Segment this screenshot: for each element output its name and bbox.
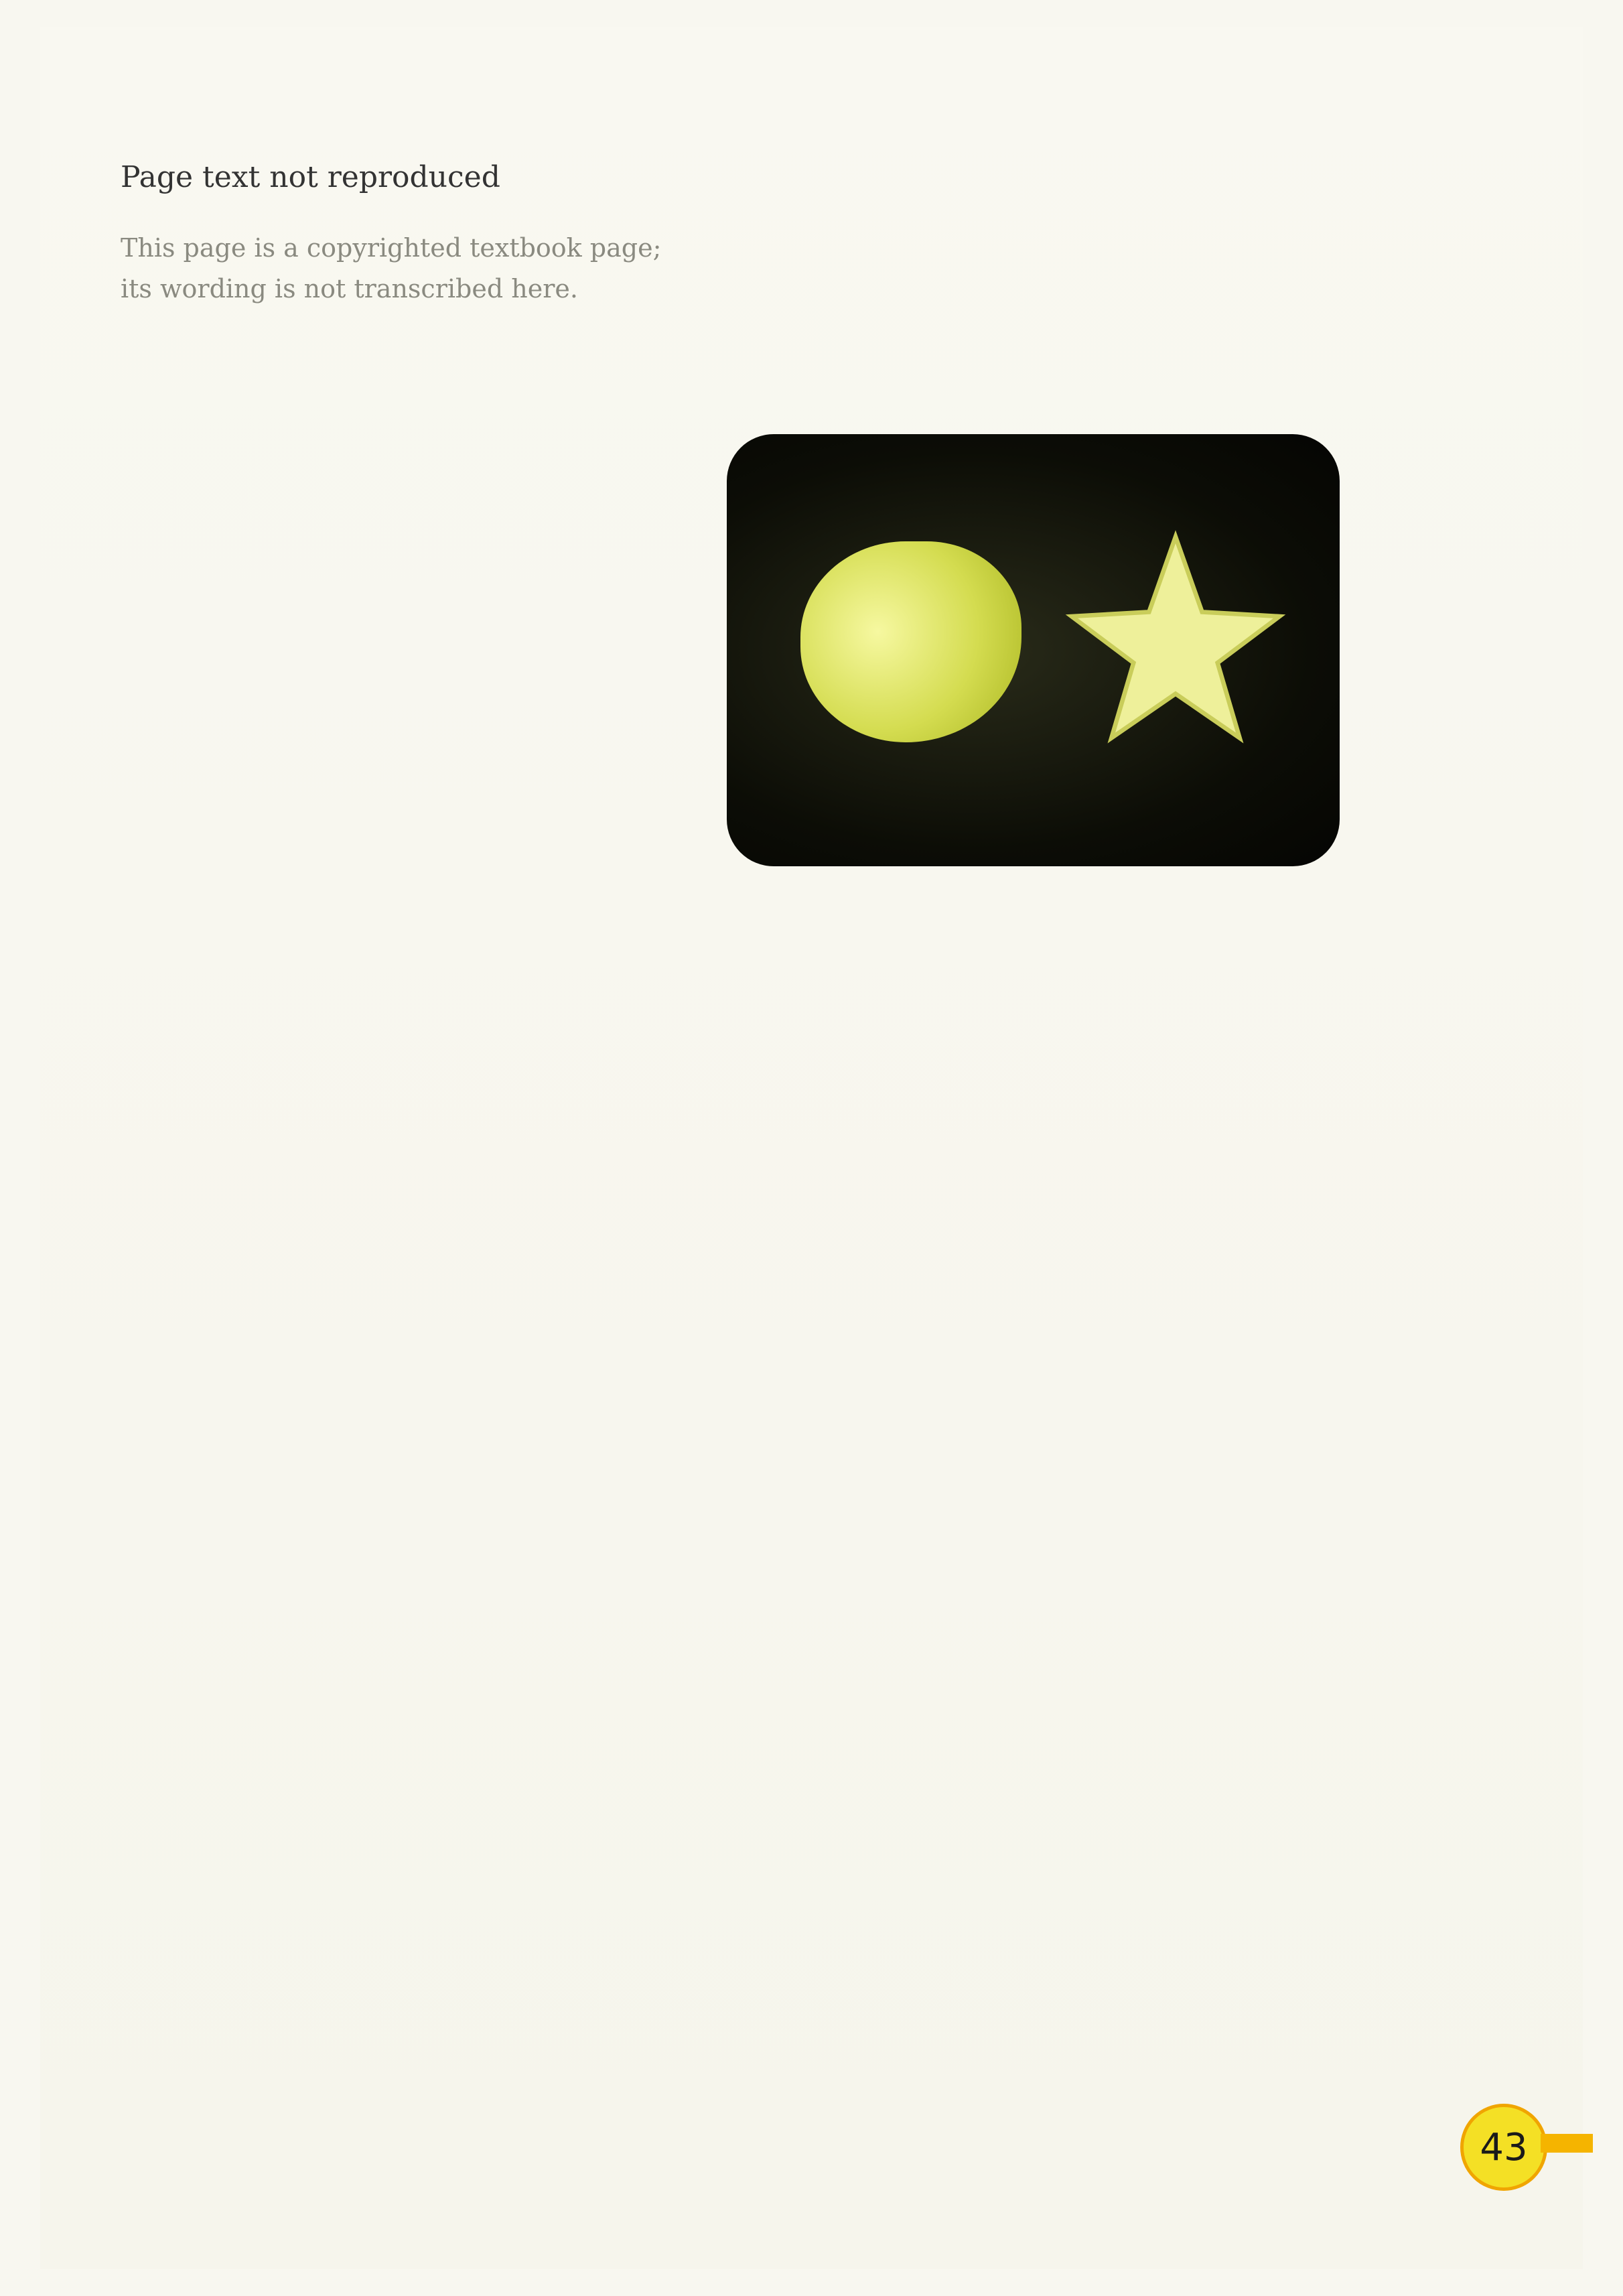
notice-body: This page is a copyrighted textbook page; its wording is not transcribed here. (121, 233, 662, 304)
starfruit-photo (727, 434, 1340, 866)
starfruit-star-icon (1065, 528, 1286, 749)
page-number-badge: 43 (1460, 2104, 1547, 2191)
notice-title: Page text not reproduced (121, 160, 500, 194)
page (40, 27, 1583, 2269)
starfruit-side-icon (800, 541, 1021, 742)
text-placeholder (121, 154, 697, 310)
page-edge-tab (1541, 2134, 1593, 2153)
